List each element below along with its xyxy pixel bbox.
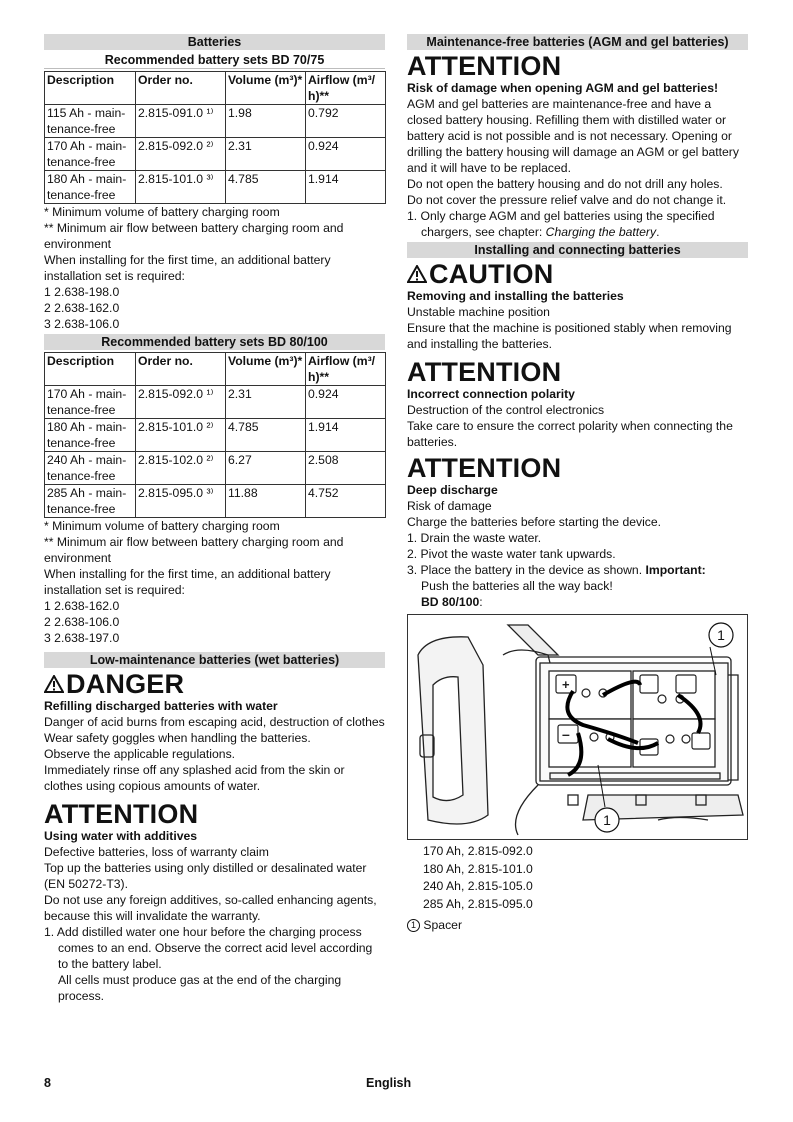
col-volume: Volume (m³)* [226,353,306,386]
install-steps [407,530,748,578]
important-label: Important: [645,563,706,577]
caution-title: CAUTION [429,259,554,289]
cell-description: 180 Ah - main-tenance-free [45,171,136,204]
set-item: 1 2.638-198.0 [44,285,120,299]
attention-steps [407,208,748,240]
attention-text: Top up the batteries using only distilled or desalinated water (EN 50272-T3). [44,861,367,891]
cell-airflow: 2.508 [306,452,386,485]
set-item: 3 2.638-106.0 [44,317,120,331]
warning-triangle-icon [407,260,429,288]
plus-terminal-label: + [562,677,570,692]
col-airflow: Airflow (m³/ h)** [306,72,386,105]
step-text: 3. Place the battery in the device as shown. [407,563,643,577]
battery-installation-figure [407,614,748,840]
attention-text: Do not cover the pressure relief valve and do not change it. [407,193,727,207]
section-header-installing: Installing and connecting batteries [407,242,748,258]
attention-step-cont: All cells must produce gas at the end of the charging process. [58,973,342,1003]
danger-text: Wear safety goggles when handling the batteries. [44,731,311,745]
step-continuation: Push the batteries all the way back! [421,579,613,593]
table-row [45,386,386,419]
cell-order-no: 2.815-091.0 ¹⁾ [136,105,226,138]
danger-text: Observe the applicable regulations. [44,747,236,761]
cell-description: 240 Ah - main-tenance-free [45,452,136,485]
attention-text: Destruction of the control electronics [407,403,605,417]
danger-text: Danger of acid burns from escaping acid, destruction of clothes [44,715,385,729]
warning-triangle-icon [44,670,66,698]
callout-1-bottom: 1 [603,812,611,828]
legend-number-icon: 1 [407,919,420,932]
cell-order-no: 2.815-101.0 ²⁾ [136,419,226,452]
note-airflow: ** Minimum air flow between battery charging room and environment [44,535,344,565]
table-row [45,485,386,518]
col-airflow: Airflow (m³/ h)** [306,353,386,386]
cell-order-no: 2.815-095.0 ³⁾ [136,485,226,518]
section-header-batteries: Batteries [44,34,385,50]
section-header-maintenance-free: Maintenance-free batteries (AGM and gel batteries) [407,34,748,50]
attention-subtitle: Incorrect connection polarity [407,387,575,401]
attention-text: Risk of damage [407,499,492,513]
cell-description: 115 Ah - main-tenance-free [45,105,136,138]
battery-list [407,843,748,913]
cell-volume: 4.785 [226,419,306,452]
attention-subtitle: Risk of damage when opening AGM and gel batteries! [407,81,719,95]
cell-volume: 2.31 [226,138,306,171]
table1-title: Recommended battery sets BD 70/75 [44,52,385,69]
figure-legend [407,917,748,933]
cell-volume: 4.785 [226,171,306,204]
legend-label: Spacer [423,918,463,932]
battery-compartment-illustration [408,615,747,839]
attention-steps [44,924,385,972]
cell-order-no: 2.815-092.0 ¹⁾ [136,386,226,419]
attention-title: ATTENTION [44,799,199,829]
attention-title: ATTENTION [407,357,562,387]
attention-subtitle: Using water with additives [44,829,198,843]
set-item: 1 2.638-162.0 [44,599,120,613]
install-note: When installing for the first time, an additional battery installation set is required: [44,253,331,283]
list-item: 2. Pivot the waste water tank upwards. [407,547,616,561]
list-item [407,208,748,240]
attention-text: Defective batteries, loss of warranty claim [44,845,269,859]
danger-text: Immediately rinse off any splashed acid from the skin or clothes using copious amounts of water. [44,763,345,793]
left-column [44,34,385,1004]
table2-title: Recommended battery sets BD 80/100 [44,334,385,350]
note-volume: * Minimum volume of battery charging room [44,205,280,219]
table-row [45,138,386,171]
cell-airflow: 0.792 [306,105,386,138]
cell-description: 170 Ah - main-tenance-free [45,386,136,419]
col-description: Description [45,72,136,105]
model-label-line [407,594,748,610]
col-order-no: Order no. [136,353,226,386]
list-item: 285 Ah, 2.815-095.0 [423,896,533,911]
attention-title: ATTENTION [407,453,562,483]
table-row [45,105,386,138]
model-label: BD 80/100 [421,595,480,609]
attention-text: Take care to ensure the correct polarity when connecting the batteries. [407,419,733,449]
note-airflow: ** Minimum air flow between battery charging room and environment [44,221,344,251]
danger-subtitle: Refilling discharged batteries with water [44,699,278,713]
cell-airflow: 4.752 [306,485,386,518]
list-item: 170 Ah, 2.815-092.0 [423,844,533,858]
set-item: 2 2.638-106.0 [44,615,120,629]
attention-text: Do not use any foreign additives, so-called enhancing agents, because this will invalidate the warranty. [44,893,377,923]
cell-airflow: 0.924 [306,386,386,419]
cell-volume: 2.31 [226,386,306,419]
cell-volume: 1.98 [226,105,306,138]
attention-subtitle: Deep discharge [407,483,498,497]
caution-subtitle: Removing and installing the batteries [407,289,624,303]
cell-airflow: 1.914 [306,171,386,204]
battery-table-bd80 [44,352,386,518]
cell-airflow: 0.924 [306,138,386,171]
cell-description: 180 Ah - main-tenance-free [45,419,136,452]
note-volume: * Minimum volume of battery charging room [44,519,280,533]
chapter-reference: Charging the battery [545,225,657,239]
footer-language: English [366,1076,412,1090]
set-item: 3 2.638-197.0 [44,631,120,645]
section-header-wet-batteries: Low-maintenance batteries (wet batteries) [44,652,385,668]
callout-1-top: 1 [717,627,725,643]
caution-text: Unstable machine position [407,305,550,319]
table-row [45,452,386,485]
attention-text: Do not open the battery housing and do not drill any holes. [407,177,723,191]
cell-description: 170 Ah - main-tenance-free [45,138,136,171]
cell-order-no: 2.815-102.0 ²⁾ [136,452,226,485]
attention-text: Charge the batteries before starting the device. [407,515,662,529]
list-item: 1. Drain the waste water. [407,531,542,545]
col-volume: Volume (m³)* [226,72,306,105]
cell-airflow: 1.914 [306,419,386,452]
list-item: 180 Ah, 2.815-101.0 [423,861,533,876]
attention-text: AGM and gel batteries are maintenance-free and have a closed battery housing. Refilling them with distilled water or battery acid is not possible and is not necessary. Opening or drilling the battery housing will damage an AGM or gel battery and it will have to be replaced. [407,97,739,175]
step-text: 1. Only charge AGM and gel batteries using the specified chargers, see chapter: [407,209,715,239]
table-header-row [45,72,386,105]
set-item: 2 2.638-162.0 [44,301,120,315]
cell-volume: 6.27 [226,452,306,485]
list-item: 1. Add distilled water one hour before the charging process comes to an end. Observe the correct acid level according to the battery label. [44,925,373,971]
attention-title: ATTENTION [407,51,562,81]
model-colon: : [479,595,483,609]
list-item [407,562,748,578]
col-description: Description [45,353,136,386]
list-item: 240 Ah, 2.815-105.0 [423,879,533,893]
col-order-no: Order no. [136,72,226,105]
table-row [45,419,386,452]
danger-heading [44,670,385,698]
table-header-row [45,353,386,386]
caution-text: Ensure that the machine is positioned stably when removing and installing the batteries. [407,321,732,351]
right-column [407,34,748,933]
cell-description: 285 Ah - main-tenance-free [45,485,136,518]
minus-terminal-label: – [562,726,570,742]
table-row [45,171,386,204]
danger-title: DANGER [66,669,185,699]
cell-volume: 11.88 [226,485,306,518]
install-note: When installing for the first time, an additional battery installation set is required: [44,567,331,597]
step-end: . [656,225,660,239]
caution-heading [407,260,748,288]
page-number: 8 [44,1076,51,1090]
cell-order-no: 2.815-101.0 ³⁾ [136,171,226,204]
cell-order-no: 2.815-092.0 ²⁾ [136,138,226,171]
battery-table-bd70 [44,71,386,204]
